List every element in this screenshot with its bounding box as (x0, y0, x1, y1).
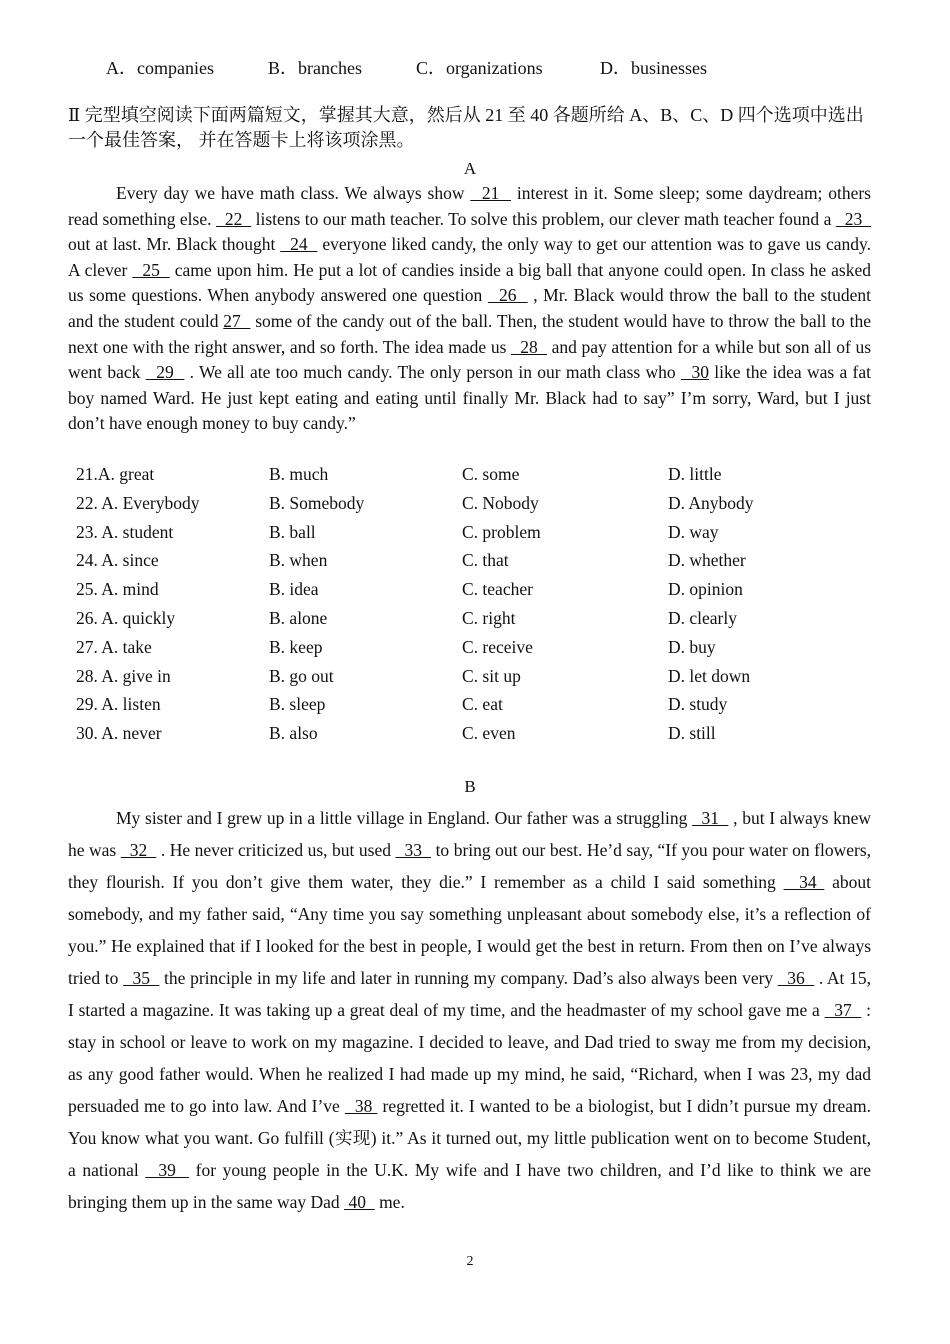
answer-choice: D. still (668, 723, 716, 744)
passage-text-segment: to bring out our best. He’d say, “If you pour water on flowers, they flourish. If you don’t give them water, they die.” I remember as a child I said something (68, 840, 872, 892)
passage-text-segment: for young people in the U.K. My wife and I have two children, and I’d like to think we are bringing them up in the same way Dad (68, 1160, 872, 1212)
passage-b-text (68, 802, 871, 1218)
answer-choice: D. little (668, 464, 722, 484)
blank: 33 (395, 840, 432, 860)
answer-choice: B. also (269, 723, 318, 744)
passage-text-segment: , but I always knew he was (68, 808, 871, 860)
passage-text-segment: some of the candy out of the ball. Then, the student would have to throw the ball to the next one with the right answer, and so forth. The idea made us (68, 310, 872, 357)
answer-choice: C. eat (462, 694, 503, 715)
question-row (0, 550, 950, 579)
option-b: B．branches (268, 58, 362, 78)
option-d: D．businesses (600, 58, 707, 78)
answer-choice: 24. A. since (76, 550, 159, 571)
answer-choice: 28. A. give in (76, 665, 171, 686)
question-row (0, 464, 950, 493)
blank: 27 (223, 310, 251, 331)
blank: 31 (692, 808, 729, 828)
answer-choice: C. problem (462, 521, 541, 542)
passage-text-segment: , Mr. Black would throw the ball to the student and the student could (68, 285, 872, 331)
question-row (0, 608, 950, 637)
passage-text-segment: . At 15, I started a magazine. It was taking up a great deal of my time, and the headmaster of my school gave me a (68, 968, 871, 1020)
blank: 30 (680, 362, 710, 383)
question-row (0, 666, 950, 695)
answer-choice: C. right (462, 608, 516, 628)
blank: 25 (132, 259, 170, 280)
answer-choice: D. opinion (668, 579, 743, 600)
answer-choice: B. alone (269, 608, 328, 628)
answer-choice: D. whether (668, 550, 746, 571)
passage-text-segment: and pay attention for a while but son all of us went back (68, 336, 872, 383)
blank: 32 (120, 840, 157, 860)
option-a: A．companies (106, 58, 214, 78)
passage-text-segment: : stay in school or leave to work on my magazine. I decided to leave, and Dad tried to sway me from my decision, as any good father would. When he realized I had made up my mind, he said, “Richard, when I was 23, my dad persuaded me to go into law. And I’ve (68, 1000, 871, 1116)
question-row (0, 637, 950, 666)
answer-choice: 26. A. quickly (76, 608, 176, 628)
answer-choice: C. sit up (462, 665, 521, 686)
question-row (0, 522, 950, 551)
passage-text-segment: me. (374, 1192, 405, 1212)
answer-choice: D. study (668, 694, 728, 715)
answer-choice: B. go out (269, 665, 334, 686)
passage-text-segment: everyone liked candy, the only way to get our attention was to gave us candy. A clever (68, 234, 871, 280)
answer-choice: C. that (462, 550, 509, 571)
answer-choice: D. buy (668, 636, 716, 657)
question-row (0, 493, 950, 522)
question-row (0, 723, 950, 752)
passage-text-segment: regretted it. I wanted to be a biologist, but I didn’t pursue my dream. You know what you want. Go fulfill (实现) it.” As it turned out, my little publication went on to become Student, a national (68, 1096, 872, 1180)
blank: 23 (835, 208, 872, 229)
answer-choice: B. much (269, 464, 329, 484)
option-c: C．organizations (416, 58, 543, 78)
blank: 24 (280, 234, 318, 255)
passage-text-segment: came upon him. He put a lot of candies inside a big ball that anyone could open. In class he asked us some questions. When anybody answered one question (68, 259, 871, 306)
blank: 38 (344, 1096, 378, 1116)
passage-text-segment: . We all ate too much candy. The only person in our math class who (184, 362, 681, 383)
passage-text-segment: like the idea was a fat boy named Ward. He just kept eating and eating until finally Mr. Black had to say” I’m sorry, Ward, but I just don’t have enough money to buy candy.” (68, 362, 871, 434)
blank: 22 (215, 208, 252, 229)
answer-choice: 21.A. great (76, 464, 155, 484)
answer-choice: 27. A. take (76, 636, 152, 657)
answer-choice: B. Somebody (269, 492, 365, 513)
answer-choice: D. Anybody (668, 492, 754, 513)
answer-choice: 22. A. Everybody (76, 492, 200, 513)
question-row (0, 694, 950, 723)
blank: 40 (344, 1192, 375, 1212)
passage-text-segment: about somebody, and my father said, “Any time you say something unpleasant about somebody else, it’s a reflection of you.” He explained that if I looked for the best in people, I would get the best in return. From then on I’ve always tried to (68, 872, 872, 988)
answer-choice: B. when (269, 550, 328, 571)
answer-choice: C. teacher (462, 579, 533, 600)
passage-text-segment: the principle in my life and later in running my company. Dad’s also always been very (159, 968, 778, 988)
answer-choice: 23. A. student (76, 521, 174, 542)
answer-choice: C. receive (462, 636, 533, 657)
answer-choice: D. let down (668, 665, 751, 686)
passage-b-heading: B (464, 777, 476, 796)
blank: 37 (824, 1000, 862, 1020)
question-options-table (0, 464, 950, 756)
passage-text-segment: listens to our math teacher. To solve this problem, our clever math teacher found a (251, 208, 836, 229)
answer-choice: C. Nobody (462, 492, 539, 513)
passage-a-text (68, 181, 871, 437)
blank: 39 (145, 1160, 190, 1180)
section-instruction: Ⅱ 完型填空阅读下面两篇短文，掌握其大意，然后从 21 至 40 各题所给 A、B、C、D 四个选项中选出一个最佳答案， 并在答题卡上将该项涂黑。 (68, 105, 864, 150)
blank: 35 (123, 968, 160, 988)
passage-text-segment: . He never criticized us, but used (156, 840, 396, 860)
blank: 26 (487, 285, 528, 306)
answer-choice: 30. A. never (76, 723, 162, 744)
blank: 21 (470, 183, 512, 203)
answer-choice: D. way (668, 521, 719, 542)
passage-a (68, 181, 871, 437)
passage-a-heading: A (463, 159, 477, 178)
passage-text-segment: Every day we have math class. We always show (116, 183, 471, 203)
answer-choice: B. sleep (269, 694, 326, 715)
question-row (0, 579, 950, 608)
answer-choice: C. even (462, 723, 516, 744)
passage-text-segment: out at last. Mr. Black thought (68, 234, 281, 255)
answer-choice: B. keep (269, 636, 323, 657)
passage-text-segment: interest in it. Some sleep; some daydream; others read something else. (68, 183, 871, 229)
blank: 36 (777, 968, 815, 988)
answer-choice: D. clearly (668, 608, 737, 628)
answer-choice: B. ball (269, 521, 316, 542)
answer-choice: B. idea (269, 579, 319, 600)
passage-b (68, 802, 871, 1218)
blank: 34 (783, 872, 825, 892)
blank: 29 (145, 362, 185, 383)
page-number: 2 (466, 1254, 474, 1269)
blank: 28 (511, 336, 548, 357)
answer-choice: 25. A. mind (76, 579, 159, 600)
answer-choice: 29. A. listen (76, 694, 161, 715)
passage-text-segment: My sister and I grew up in a little village in England. Our father was a struggling (116, 808, 693, 828)
answer-choice: C. some (462, 464, 520, 484)
